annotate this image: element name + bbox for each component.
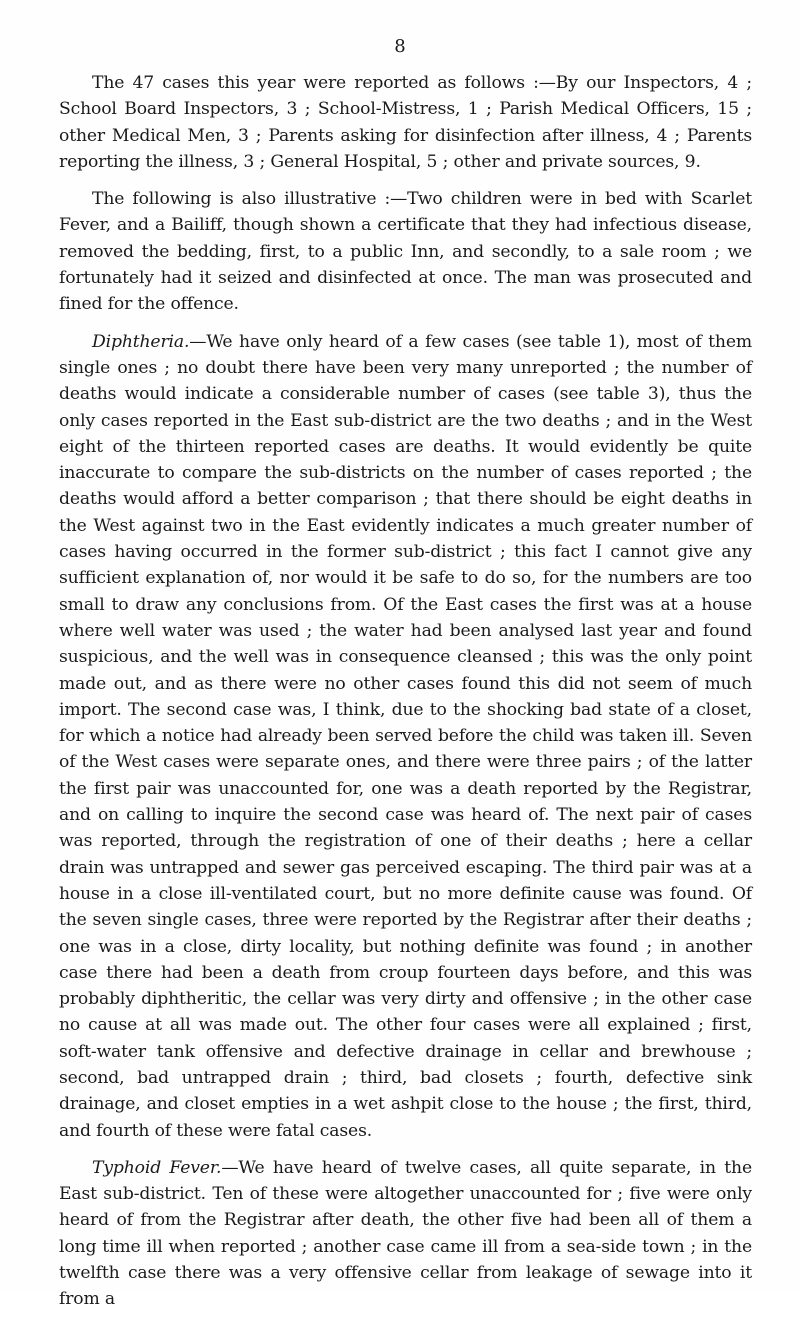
section-heading-typhoid-fever: Typhoid Fever. bbox=[92, 1157, 222, 1178]
paragraph-illustrative-case bbox=[59, 186, 752, 317]
paragraph-diphtheria bbox=[59, 329, 752, 1144]
body-text bbox=[59, 70, 752, 1324]
paragraph-text: The following is also illustrative :—Two children were in bed with Scarlet Fever, and a Bailiff, though shown a certificate that they had infectious disease, removed the bedding, first, to a public Inn, and secondly, to a sale room ; we fortunately had it seized and disinfected at once. The man was prosecuted and fined for the offence. bbox=[59, 189, 752, 315]
page-number: 8 bbox=[394, 36, 406, 57]
paragraph-typhoid-fever bbox=[59, 1155, 752, 1313]
paragraph-case-sources bbox=[59, 70, 752, 175]
paragraph-text: —We have heard of twelve cases, all quite separate, in the East sub-district. Ten of these were altogether unaccounted for ; five were only heard of from the Registrar after death, the other five had been all of them a long time ill when reported ; another case came ill from a sea-side town ; in the twelfth case there was a very offensive cellar from leakage of sewage into it from a bbox=[59, 1157, 752, 1310]
paragraph-text: The 47 cases this year were reported as follows :—By our Inspectors, 4 ; School Board Inspectors, 3 ; School-Mistress, 1 ; Parish Medical Officers, 15 ; other Medical Men, 3 ; Parents asking for disinfection after illness, 4 ; Parents reporting the illness, 3 ; General Hospital, 5 ; other and private sources, 9. bbox=[59, 73, 752, 172]
paragraph-text: —We have only heard of a few cases (see table 1), most of them single ones ; no doubt there have been very many unreported ; the number of deaths would indicate a considerable number of cases (see table 3), thus the only cases reported in the East sub-district are the two deaths ; and in the West eight of the thirteen reported cases are deaths. It would evidently be quite inaccurate to compare the sub-districts on the number of cases reported ; the deaths would afford a better comparison ; that there should be eight deaths in the West against two in the East evidently indicates a much greater number of cases having occurred in the former sub-district ; this fact I cannot give any sufficient explanation of, nor would it be safe to do so, for the numbers are too small to draw any conclusions from. Of the East cases the first was at a house where well water was used ; the water had been analysed last year and found suspicious, and the well was in consequence cleansed ; this was the only point made out, and as there were no other cases found this did not seem of much import. The second case was, I think, due to the shocking bad state of a closet, for which a notice had already been served before the child was taken ill. Seven of the West cases were separate ones, and there were three pairs ; of the latter the first pair was unaccounted for, one was a death reported by the Registrar, and on calling to inquire the second case was heard of. The next pair of cases was reported, through the registration of one of their deaths ; here a cellar drain was untrapped and sewer gas perceived escaping. The third pair was at a house in a close ill-ventilated court, but no more definite cause was found. Of the seven single cases, three were reported by the Registrar after their deaths ; one was in a close, dirty locality, but nothing definite was found ; in another case there had been a death from croup fourteen days before, and this was probably diphtheritic, the cellar was very dirty and offensive ; in the other case no cause at all was made out. The other four cases were all explained ; first, soft-water tank offensive and defective drainage in cellar and brewhouse ; second, bad untrapped drain ; third, bad closets ; fourth, defective sink drainage, and closet empties in a wet ashpit close to the house ; the first, third, and fourth of these were fatal cases. bbox=[59, 331, 752, 1141]
section-heading-diphtheria: Diphtheria. bbox=[92, 331, 190, 352]
